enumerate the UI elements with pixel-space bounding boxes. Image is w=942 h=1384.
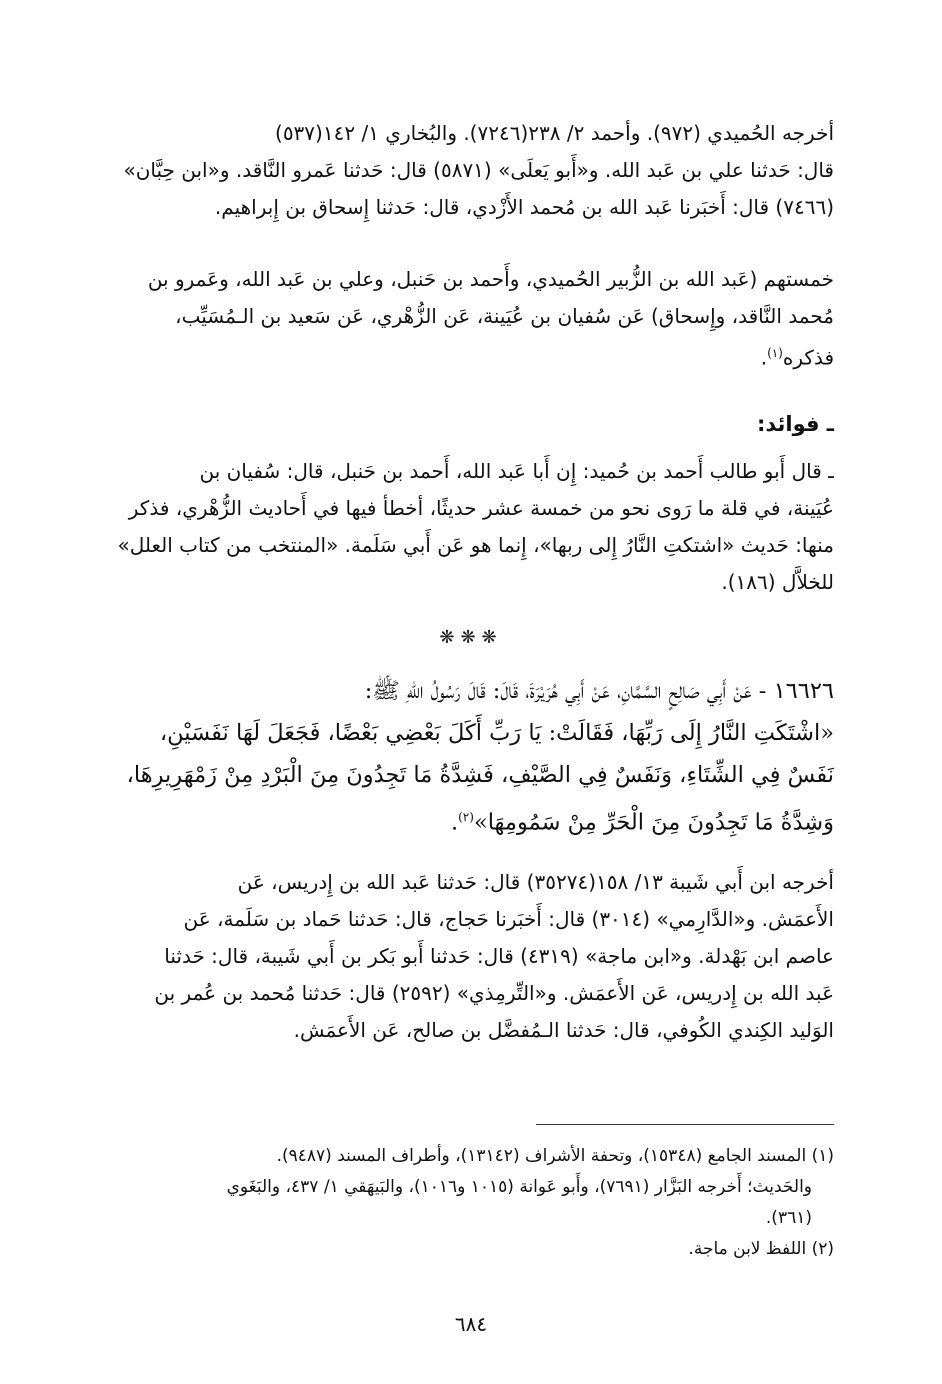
text-line: أخرجه ابن أَبي شَيبة ١٣/ ١٥٨(٣٥٢٧٤) قال: حَدثنا عَبد الله بن إِدريس، عَن [237,870,834,894]
isnad-summary-paragraph [104,261,834,377]
text-line: أخرجه الحُميدي (٩٧٢). وأحمد ٢/ ٢٣٨(٧٢٤٦). والبُخاري ١/ ١٤٢(٥٣٧) [275,121,834,145]
text-line: مُحمد النَّاقد، وإِسحاق) عَن سُفيان بن عُيَينة، عَن الزُّهْري، عَن سَعيد بن الـمُسَيِّب، [175,304,834,328]
hadith-line: ١٦٦٢٦ - عَنْ أَبِي صَالِحٍ السَّمَّانِ، عَنْ أَبِي هُرَيْرَةَ، قَالَ: قَالَ رَسُولُ اللهِ ﷺ: [364,678,834,704]
hadith-line: «اشْتَكَتِ النَّارُ إِلَى رَبِّهَا، فَقَالَتْ: يَا رَبِّ أَكَلَ بَعْضِي بَعْضًا، فَجَعَلَ لَهَا نَفَسَيْنِ، [159,720,834,746]
footnote-line: (١) المسند الجامع (١٥٣٤٨)، وتحفة الأشراف (١٣١٤٢)، وأطراف المسند (٩٤٨٧). [276,1146,834,1166]
text-line: قال: حَدثنا علي بن عَبد الله. و«أَبو يَعلَى» (٥٨٧١) قال: حَدثنا عَمرو النَّاقد. و«ابن حِبَّان» [123,158,834,182]
hadith-line: نَفَسٌ فِي الشِّتَاءِ، وَنَفَسٌ فِي الصَّيْفِ، فَشِدَّةُ مَا تَجِدُونَ مِنَ الْبَرْدِ مِنْ زَمْهَرِيرِهَا، [126,762,834,788]
text-fragment: وَشِدَّةُ مَا تَجِدُونَ مِنَ الْحَرِّ مِنْ سَمُومِهَا» [473,809,834,836]
page-number: ٦٨٤ [454,1312,488,1336]
text-line: للخلاَّل (١٨٦). [721,570,834,594]
period: . [450,809,459,836]
footnote-ref: (١) [767,346,783,360]
text-line: الأَعمَش. و«الدَّارِمي» (٣٠١٤) قال: أَخبَرنا حَجاج، قال: حَدثنا حَماد بن سَلَمة، عَن [183,907,834,931]
fawaid-heading: ـ فوائد: [756,412,834,436]
text-line [104,335,834,377]
section-separator: ❋❋❋ [439,627,503,648]
hadith-line [104,796,834,844]
text-line: منها: حَديث «اشتكتِ النَّارُ إِلى ربها»، إِنما هو عَن أَبي سَلَمة. «المنتخب من كتاب العلل» [117,533,834,557]
text-line: ـ قال أَبو طالب أَحمد بن حُميد: إِن أَبا عَبد الله، أَحمد بن حَنبل، قال: سُفيان بن [199,459,834,483]
footnote-ref: (٢) [458,810,474,824]
text-line: (٧٤٦٦) قال: أَخبَرنا عَبد الله بن مُحمد الأَزْدي، قال: حَدثنا إِسحاق بن إِبراهيم. [214,195,834,219]
footnote-line: والحَديث؛ أَخرجه البَزَّار (٧٦٩١)، وأَبو عَوانة (١٠١٥ و١٠١٦)، والبَيهَقي ١/ ٤٣٧، والبَغَوي [226,1177,812,1197]
text-fragment: فذكره [782,345,834,370]
period: . [760,345,768,370]
footnote-divider [536,1124,834,1125]
text-line: عَبد الله بن إِدريس، عَن الأَعمَش. و«التِّرمِذي» (٢٥٩٢) قال: حَدثنا مُحمد بن عُمر بن [154,981,834,1005]
fawaid-paragraph [104,453,834,601]
text-line: عاصم ابن بَهْدلة. و«ابن ماجة» (٤٣١٩) قال: حَدثنا أَبو بَكر بن أَبي شَيبة، قال: حَدثنا [164,944,834,968]
footnote-line: (٣٦١). [765,1208,812,1228]
text-line: عُيَينة، في قلة ما رَوى نحو من خمسة عشر حديثًا، أخطأ فيها في أَحاديث الزُّهْري، فذكر [128,496,834,520]
footnote-line: (٢) اللفظ لابن ماجة. [688,1239,834,1259]
text-line: خمستهم (عَبد الله بن الزُّبير الحُميدي، وأَحمد بن حَنبل، وعلي بن عَبد الله، وعَمرو بن [147,267,834,291]
hadith-text [104,670,834,844]
footnotes [104,1141,834,1265]
takhrij-paragraph-2 [104,864,834,1049]
takhrij-paragraph-1 [104,115,834,226]
text-line: الوَليد الكِندي الكُوفي، قال: حَدثنا الـمُفضَّل بن صالح، عَن الأَعمَش. [293,1018,834,1042]
